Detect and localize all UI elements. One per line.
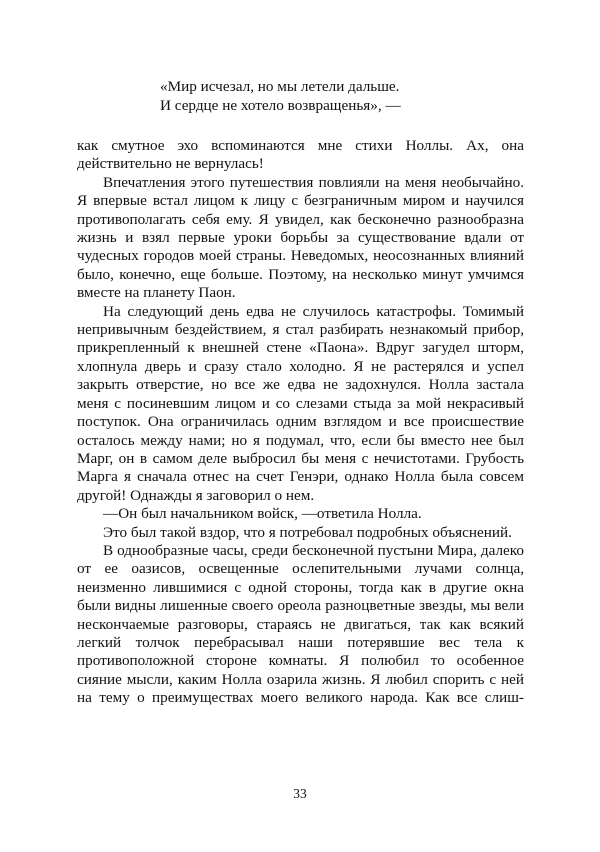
body-copy bbox=[77, 137, 524, 708]
paragraph: В однообразные часы, среди бесконечной пустыни Мира, далеко от ее оазисов, освещенные ослепительными лучами солнца, неизменно лившимися с одной стороны, тогда как в другие окна были видны лишенные своего ореола разноцветные звезды, мы вели нескончаемые разговоры, стараясь не двигаться, так как всякий легкий толчок перебрасывал наши потерявшие вес тела к противоположной стороне комнаты. Я полюбил то особенное сияние мысли, каким Нолла озарила жизнь. Я любил спорить с ней на тему о преимуществах моего великого народа. Как все слиш- bbox=[77, 541, 524, 707]
paragraph: Впечатления этого путешествия повлияли на меня необычайно. Я впервые встал лицом к лицу с безграничным миром и научился противополагать себя ему. Я увидел, как бесконечно разнообразна жизнь и взял первые уроки борьбы за существование вдали от чудесных городов моей страны. Неведомых, неосознанных влияний было, конечно, еще больше. Поэтому, на несколько минут умчимся вместе на планету Паон. bbox=[77, 173, 524, 302]
paragraph: как смутное эхо вспоминаются мне стихи Ноллы. Ах, она действительно не вернулась! bbox=[77, 137, 524, 173]
paragraph: Это был такой вздор, что я потребовал подробных объяснений. bbox=[103, 523, 512, 541]
epigraph-line-2: И сердце не хотело возвращенья», — bbox=[160, 96, 401, 114]
page-text-block bbox=[77, 78, 524, 708]
epigraph bbox=[77, 78, 524, 115]
page-number: 33 bbox=[293, 786, 307, 801]
epigraph-line-1: «Мир исчезал, но мы летели дальше. bbox=[160, 78, 400, 95]
paragraph: На следующий день едва не случилось катастрофы. Томимый непривычным бездействием, я стал разбирать незнакомый прибор, прикрепленный к внешней стене «Паона». Вдруг загудел шторм, хлопнула дверь и сразу стало холодно. Я не растерялся и успел закрыть отверстие, но все же едва не задохнулся. Нолла застала меня с посиневшим лицом и со слезами стыда за мой некрасивый поступок. Она ограничилась одним взглядом и все происшествие осталось между нами; но я подумал, что, если бы вместо нее был Марг, он в самом деле выбросил бы меня с нечистотами. Грубость Марга я сначала отнес на счет Генэри, однако Нолла была совсем другой! Однажды я заговорил о нем. bbox=[77, 302, 524, 504]
dialogue-line: —Он был начальником войск, —ответила Нолла. bbox=[103, 505, 422, 523]
